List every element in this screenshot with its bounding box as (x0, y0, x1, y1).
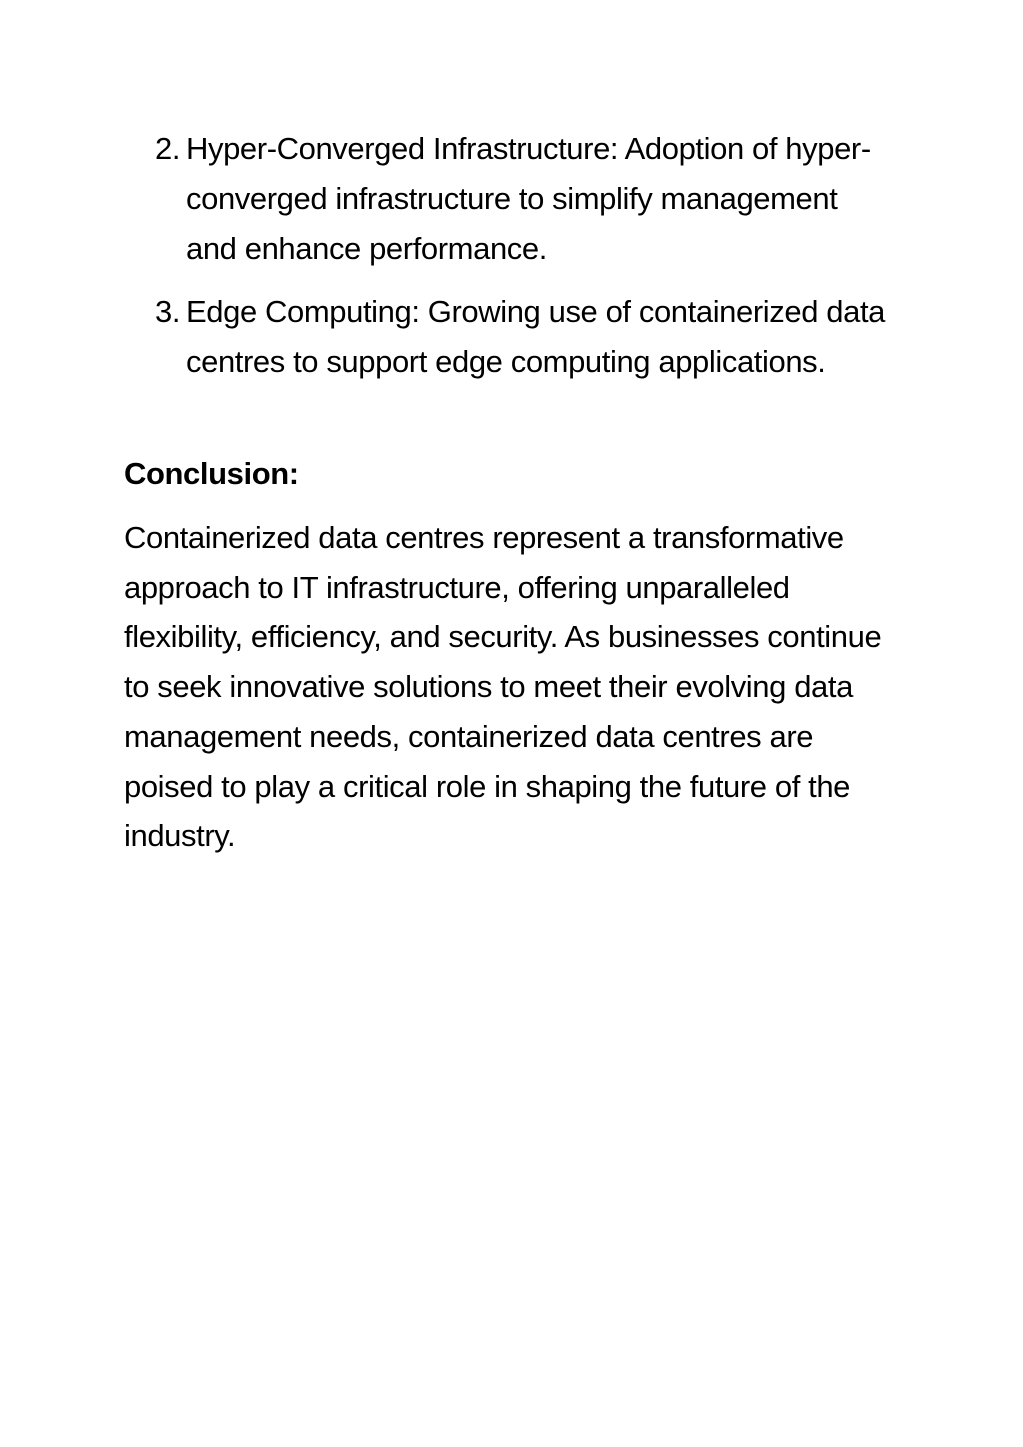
list-item-text: Hyper-Converged Infrastructure: Adoption of hyper-converged infrastructure to simplify management and enhance performance. (186, 131, 871, 266)
list-item-number: 3. (155, 294, 181, 329)
list-item (155, 124, 895, 274)
list-item-text: Edge Computing: Growing use of containerized data centres to support edge computing applications. (186, 294, 886, 379)
list-item (155, 287, 895, 387)
conclusion-paragraph: Containerized data centres represent a transformative approach to IT infrastructure, offering unparalleled flexibility, efficiency, and security. As businesses continue to seek innovative solutions to meet their evolving data management needs, containerized data centres are poised to play a critical role in shaping the future of the industry. (124, 520, 882, 854)
numbered-list (155, 124, 895, 400)
conclusion-heading: Conclusion: (124, 456, 299, 491)
list-item-number: 2. (155, 131, 181, 166)
